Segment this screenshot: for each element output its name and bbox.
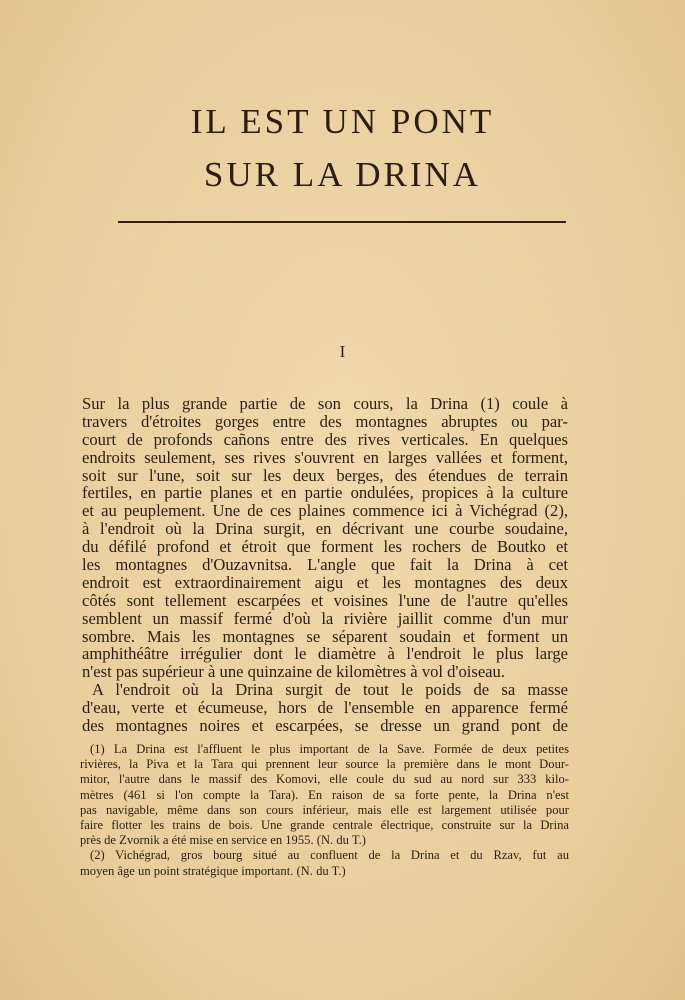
body-line: des montagnes noires et escarpées, se dresse un grand pont de [82, 717, 568, 735]
body-line: côtés sont tellement escarpées et voisines l'une de l'autre qu'elles [82, 591, 568, 610]
body-line: du défilé profond et étroit que forment les rochers de Boutko et [82, 538, 568, 557]
footnote-line: (2) Vichégrad, gros bourg situé au confluent de la Drina et du Rzav, fut au [90, 848, 569, 863]
title-line-1: IL EST UN PONT [190, 102, 495, 141]
body-line: semblent un massif fermé d'où la rivière jaillit comme d'un mur [82, 609, 568, 628]
body-line: fertiles, en partie planes et en partie ondulées, propices à la culture [82, 484, 568, 503]
footnotes [80, 742, 569, 879]
body-line: travers d'étroites gorges entre des montagnes abruptes ou par- [82, 412, 568, 431]
body-line: court de profonds cañons entre des rives verticales. En quelques [82, 430, 568, 449]
chapter-number: I [339, 342, 346, 361]
footnote-line: pas navigable, même dans son cours inférieur, mais elle est largement utilisée pour [80, 802, 569, 817]
body-line: soit sur l'une, soit sur les deux berges, des étendues de terrain [82, 466, 568, 485]
body-line: endroits seulement, ses rives s'ouvrent en larges vallées et forment, [82, 448, 568, 467]
body-line: amphithéâtre irrégulier dont le diamètre à l'endroit le plus large [82, 645, 568, 664]
footnote-line: moyen âge un point stratégique important. (N. du T.) [80, 863, 346, 878]
body-text [82, 395, 568, 735]
body-line: d'eau, verte et écumeuse, hors de l'ensemble en apparence fermé [82, 699, 568, 718]
body-line: Sur la plus grande partie de son cours, la Drina (1) coule à [82, 395, 568, 413]
body-line: n'est pas supérieur à une quinzaine de kilomètres à vol d'oiseau. [82, 663, 505, 682]
footnote-line: (1) La Drina est l'affluent le plus important de la Save. Formée de deux petites [90, 742, 569, 756]
title-rule [118, 221, 566, 223]
body-line: sombre. Mais les montagnes se séparent soudain et forment un [82, 627, 568, 646]
footnote-line: près de Zvornik a été mise en service en 1955. (N. du T.) [80, 833, 366, 848]
body-line: endroit est extraordinairement aigu et les montagnes des deux [82, 573, 568, 592]
footnote-line: mitor, l'autre dans le massif des Komovi, elle coule du sud au nord sur 333 kilo- [80, 772, 569, 787]
footnote-line: rivières, la Piva et la Tara qui prennent leur source la première dans le mont Dour- [80, 757, 569, 772]
body-line: et au peuplement. Une de ces plaines commence ici à Vichégrad (2), [82, 502, 568, 521]
body-line: A l'endroit où la Drina surgit de tout le poids de sa masse [92, 681, 568, 700]
body-line: les montagnes d'Ouzavnitsa. L'angle que fait la Drina à cet [82, 556, 568, 574]
footnote-line: mètres (461 si l'on compte la Tara). En raison de sa forte pente, la Drina n'est [80, 787, 569, 802]
footnote-line: faire flotter les trains de bois. Une grande centrale électrique, construite sur la Drina [80, 817, 569, 832]
body-line: à l'endroit où la Drina surgit, en décrivant une courbe soudaine, [82, 520, 568, 539]
title-line-2: SUR LA DRINA [203, 155, 482, 194]
